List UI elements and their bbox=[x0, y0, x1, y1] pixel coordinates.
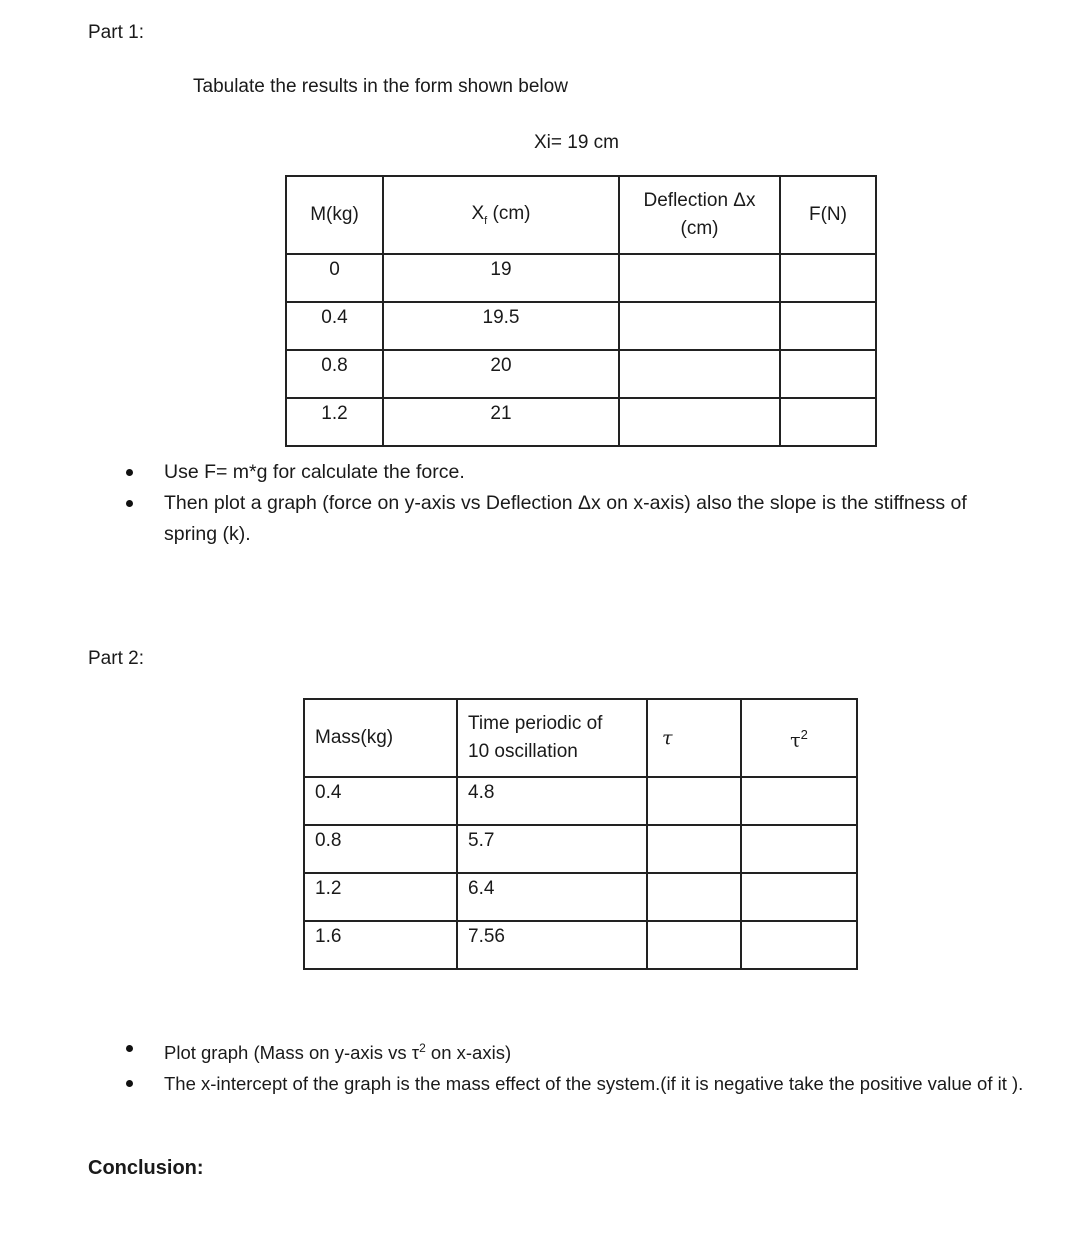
cell-tau bbox=[647, 825, 741, 873]
table-row bbox=[286, 350, 876, 398]
cell-time: 7.56 bbox=[457, 921, 647, 969]
bullet-icon bbox=[126, 1045, 133, 1052]
cell-deflection bbox=[619, 254, 780, 302]
cell-tau bbox=[647, 777, 741, 825]
bullet-text: The x-intercept of the graph is the mass effect of the system.(if it is negative take the positive value of it ). bbox=[164, 1073, 1024, 1095]
cell-deflection bbox=[619, 398, 780, 446]
cell-tau2 bbox=[741, 825, 857, 873]
header-xf bbox=[383, 176, 619, 254]
cell-time: 6.4 bbox=[457, 873, 647, 921]
tau-symbol: τ bbox=[662, 726, 673, 749]
header-xf-main: X bbox=[471, 203, 485, 225]
table-row bbox=[304, 921, 857, 969]
part2-heading: Part 2: bbox=[88, 648, 144, 669]
table-header-row bbox=[304, 699, 857, 777]
list-item bbox=[122, 457, 1022, 488]
cell-mass: 0.4 bbox=[304, 777, 457, 825]
part1-heading: Part 1: bbox=[88, 22, 144, 43]
cell-tau2 bbox=[741, 873, 857, 921]
header-deflection-line1: Deflection Δx bbox=[643, 190, 756, 211]
oscillation-period-table bbox=[303, 698, 858, 970]
table-row bbox=[286, 302, 876, 350]
cell-xf: 19.5 bbox=[383, 302, 619, 350]
part2-bullet-list bbox=[122, 1033, 1052, 1099]
cell-deflection bbox=[619, 350, 780, 398]
cell-mass: 0.8 bbox=[304, 825, 457, 873]
cell-tau bbox=[647, 873, 741, 921]
table-row bbox=[286, 398, 876, 446]
cell-force bbox=[780, 254, 876, 302]
bullet-text-post: on x-axis) bbox=[425, 1042, 512, 1064]
cell-force bbox=[780, 350, 876, 398]
conclusion-heading: Conclusion: bbox=[88, 1157, 204, 1179]
spring-deflection-table bbox=[285, 175, 877, 447]
cell-xf: 21 bbox=[383, 398, 619, 446]
cell-xf: 20 bbox=[383, 350, 619, 398]
header-deflection bbox=[619, 176, 780, 254]
bullet-text-exp: 2 bbox=[419, 1041, 426, 1055]
xi-label: Xi= 19 cm bbox=[534, 132, 620, 153]
cell-mass: 1.2 bbox=[286, 398, 383, 446]
header-time-line2: 10 oscillation bbox=[468, 741, 578, 762]
header-tau bbox=[647, 699, 741, 777]
bullet-text: Then plot a graph (force on y-axis vs Deflection Δx on x-axis) also the slope is the stiffness of spring (k). bbox=[164, 492, 967, 545]
cell-tau2 bbox=[741, 921, 857, 969]
cell-mass: 1.2 bbox=[304, 873, 457, 921]
bullet-icon bbox=[126, 469, 133, 476]
header-xf-sub: f bbox=[484, 214, 488, 227]
list-item bbox=[122, 488, 1022, 550]
cell-tau2 bbox=[741, 777, 857, 825]
table-row bbox=[304, 777, 857, 825]
cell-deflection bbox=[619, 302, 780, 350]
cell-mass: 0.4 bbox=[286, 302, 383, 350]
table-row bbox=[304, 873, 857, 921]
header-time bbox=[457, 699, 647, 777]
table-row bbox=[304, 825, 857, 873]
list-item bbox=[122, 1068, 1052, 1099]
bullet-text: Use F= m*g for calculate the force. bbox=[164, 461, 465, 483]
bullet-text-pre: Plot graph (Mass on y-axis vs τ bbox=[164, 1042, 420, 1064]
cell-force bbox=[780, 398, 876, 446]
cell-tau bbox=[647, 921, 741, 969]
header-tau-squared bbox=[741, 699, 857, 777]
tau2-exponent: 2 bbox=[800, 726, 808, 742]
header-force: F(N) bbox=[780, 176, 876, 254]
cell-mass: 0.8 bbox=[286, 350, 383, 398]
bullet-icon bbox=[126, 1080, 133, 1087]
cell-time: 5.7 bbox=[457, 825, 647, 873]
bullet-icon bbox=[126, 500, 133, 507]
header-mass: Mass(kg) bbox=[304, 699, 457, 777]
table-header-row bbox=[286, 176, 876, 254]
tau2-symbol: τ bbox=[790, 729, 801, 752]
cell-mass: 0 bbox=[286, 254, 383, 302]
part1-instruction: Tabulate the results in the form shown below bbox=[193, 76, 568, 97]
header-mass: M(kg) bbox=[286, 176, 383, 254]
cell-time: 4.8 bbox=[457, 777, 647, 825]
cell-xf: 19 bbox=[383, 254, 619, 302]
part1-bullet-list bbox=[122, 457, 1022, 550]
table-row bbox=[286, 254, 876, 302]
header-xf-unit: (cm) bbox=[487, 203, 531, 225]
cell-mass: 1.6 bbox=[304, 921, 457, 969]
header-deflection-line2: (cm) bbox=[680, 218, 719, 239]
header-time-line1: Time periodic of bbox=[468, 713, 603, 734]
cell-force bbox=[780, 302, 876, 350]
list-item bbox=[122, 1033, 1052, 1068]
